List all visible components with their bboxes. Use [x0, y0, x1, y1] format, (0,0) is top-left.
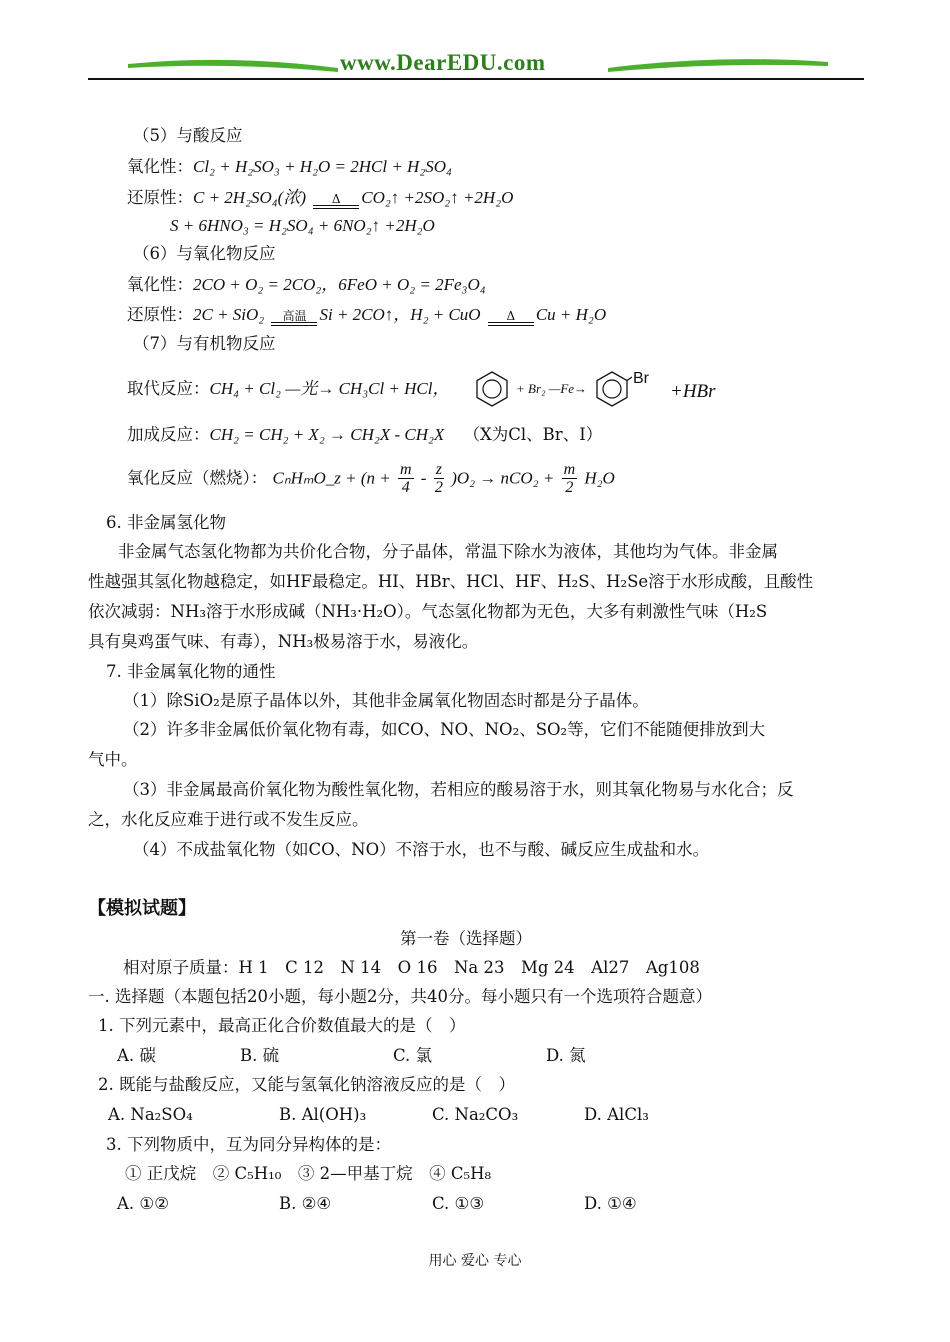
equation-c: Cu + H₂O: [535, 305, 607, 324]
label: 氧化性：: [127, 157, 193, 176]
equation: CH₄ + Cl₂ —光→ CH₃Cl + HCl，: [209, 379, 450, 398]
equation-b: Si + 2CO↑，H₂ + CuO: [319, 305, 481, 324]
equation-right: CO₂↑ +2SO₂↑ +2H₂O: [361, 188, 514, 207]
section5-reduction: [127, 189, 513, 209]
q2-option-c: C. Na₂CO₃: [432, 1105, 519, 1124]
q1-option-a: A. 碳: [117, 1046, 156, 1065]
benzene-ring-icon: [472, 369, 512, 409]
q3-items: ① 正戊烷 ② C₅H₁₀ ③ 2—甲基丁烷 ④ C₅H₈: [125, 1164, 492, 1183]
q3-option-b: B. ②④: [279, 1194, 332, 1213]
item7-point2-line1: （2）许多非金属低价氧化物有毒，如CO、NO、NO₂、SO₂等，它们不能随便排放到大: [123, 720, 766, 739]
section7-combustion: [127, 458, 615, 498]
q1-option-d: D. 氮: [546, 1046, 586, 1065]
page-footer: 用心 爱心 专心: [428, 1253, 522, 1269]
part-instructions: 一. 选择题（本题包括20小题，每小题2分，共40分。每小题只有一个选项符合题意）: [88, 987, 712, 1006]
bromobenzene-ring-icon: [592, 369, 632, 409]
item6-para-line4: 具有臭鸡蛋气味、有毒），NH₃极易溶于水，易液化。: [88, 632, 479, 651]
site-logo-text: www.DearEDU.com: [340, 50, 546, 75]
section5-oxidation: [127, 158, 452, 176]
exam-volume-title: 第一卷（选择题）: [400, 929, 532, 948]
equation: CH₂ = CH₂ + X₂ → CH₂X - CH₂X: [209, 425, 445, 444]
item7-point2-line2: 气中。: [88, 750, 138, 769]
bromine-substituent: Br: [633, 370, 649, 387]
note: （X为Cl、Br、I）: [463, 425, 603, 444]
label: 加成反应：: [127, 425, 210, 444]
q2-option-a: A. Na₂SO₄: [108, 1105, 193, 1124]
item7-point1: （1）除SiO₂是原子晶体以外，其他非金属氧化物固态时都是分子晶体。: [123, 691, 649, 710]
fraction-z-over-2: $\frac{z}{2}$: [434, 461, 443, 496]
equation: 2CO + O₂ = 2CO₂，6FeO + O₂ = 2Fe₃O₄: [193, 275, 486, 294]
label: 取代反应：: [127, 379, 210, 398]
item7-point4: （4）不成盐氧化物（如CO、NO）不溶于水，也不与酸、碱反应生成盐和水。: [133, 840, 710, 859]
atomic-mass-list: 相对原子质量：H 1 C 12 N 14 O 16 Na 23 Mg 24 Al27 Ag108: [123, 958, 700, 977]
minus: -: [420, 468, 427, 488]
label: 还原性：: [127, 305, 193, 324]
section5-title: （5）与酸反应: [133, 126, 243, 145]
question-1: 1. 下列元素中，最高正化合价数值最大的是（ ）: [98, 1016, 466, 1035]
fraction-m-over-2: $\frac{m}{2}$: [563, 461, 576, 496]
equation-a: CₙHₘO_z + (n +: [272, 468, 391, 488]
section5-reduction-eq2: S + 6HNO₃ = H₂SO₄ + 6NO₂↑ +2H₂O: [170, 216, 435, 235]
label: 还原性：: [127, 188, 193, 207]
q3-option-c: C. ①③: [432, 1194, 485, 1213]
question-3: 3. 下列物质中，互为同分异构体的是：: [106, 1135, 391, 1154]
item6-title: 6. 非金属氢化物: [106, 513, 226, 532]
equation-left: C + 2H₂SO₄(浓): [193, 188, 307, 207]
q2-option-b: B. Al(OH)₃: [279, 1105, 367, 1124]
q2-option-d: D. AlCl₃: [584, 1105, 649, 1124]
equation-b: )O₂ → nCO₂ +: [451, 468, 555, 488]
item7-point3-line1: （3）非金属最高价氧化物为酸性氧化物，若相应的酸易溶于水，则其氧化物易与水化合；反: [123, 780, 794, 799]
item7-title: 7. 非金属氧化物的通性: [106, 662, 276, 681]
section7-title: （7）与有机物反应: [133, 334, 276, 353]
label: 氧化性：: [127, 275, 193, 294]
section6-reduction: [127, 306, 606, 326]
header-divider: [88, 78, 864, 80]
label: 氧化反应（燃烧）：: [127, 468, 268, 488]
item6-para-line3: 依次减弱：NH₃溶于水形成碱（NH₃·H₂O）。气态氢化物都为无色，大多有刺激性气味（H₂S: [88, 602, 768, 621]
section6-title: （6）与氧化物反应: [133, 244, 276, 263]
equation: Cl₂ + H₂SO₃ + H₂O = 2HCl + H₂SO₄: [193, 157, 452, 176]
section7-substitution: [127, 380, 449, 398]
bromination-reagent: + Br₂ —Fe→: [516, 381, 588, 396]
section7-addition: [127, 426, 602, 444]
section6-oxidation: [127, 276, 486, 294]
equation-a: 2C + SiO₂: [193, 305, 265, 324]
q3-option-a: A. ①②: [117, 1194, 169, 1213]
item6-para-line2: 性越强其氢化物越稳定，如HF最稳定。HI、HBr、HCl、HF、H₂S、H₂Se溶于水形成酸，且酸性: [88, 572, 814, 591]
exam-heading: 【模拟试题】: [88, 898, 196, 919]
hbr-product: +HBr: [670, 381, 716, 402]
equation-c: H₂O: [584, 468, 615, 488]
fraction-m-over-4: $\frac{m}{4}$: [399, 461, 412, 496]
q3-option-d: D. ①④: [584, 1194, 637, 1213]
high-temp-condition-arrow: 高温: [271, 310, 317, 326]
heat-condition-arrow: Δ: [313, 193, 359, 209]
q1-option-c: C. 氯: [393, 1046, 433, 1065]
q1-option-b: B. 硫: [240, 1046, 280, 1065]
item7-point3-line2: 之，水化反应难于进行或不发生反应。: [88, 810, 369, 829]
heat-condition-arrow: Δ: [488, 310, 534, 326]
item6-para-line1: 非金属气态氢化物都为共价化合物，分子晶体，常温下除水为液体，其他均为气体。非金属: [118, 542, 778, 561]
question-2: 2. 既能与盐酸反应，又能与氢氧化钠溶液反应的是（ ）: [98, 1075, 515, 1094]
